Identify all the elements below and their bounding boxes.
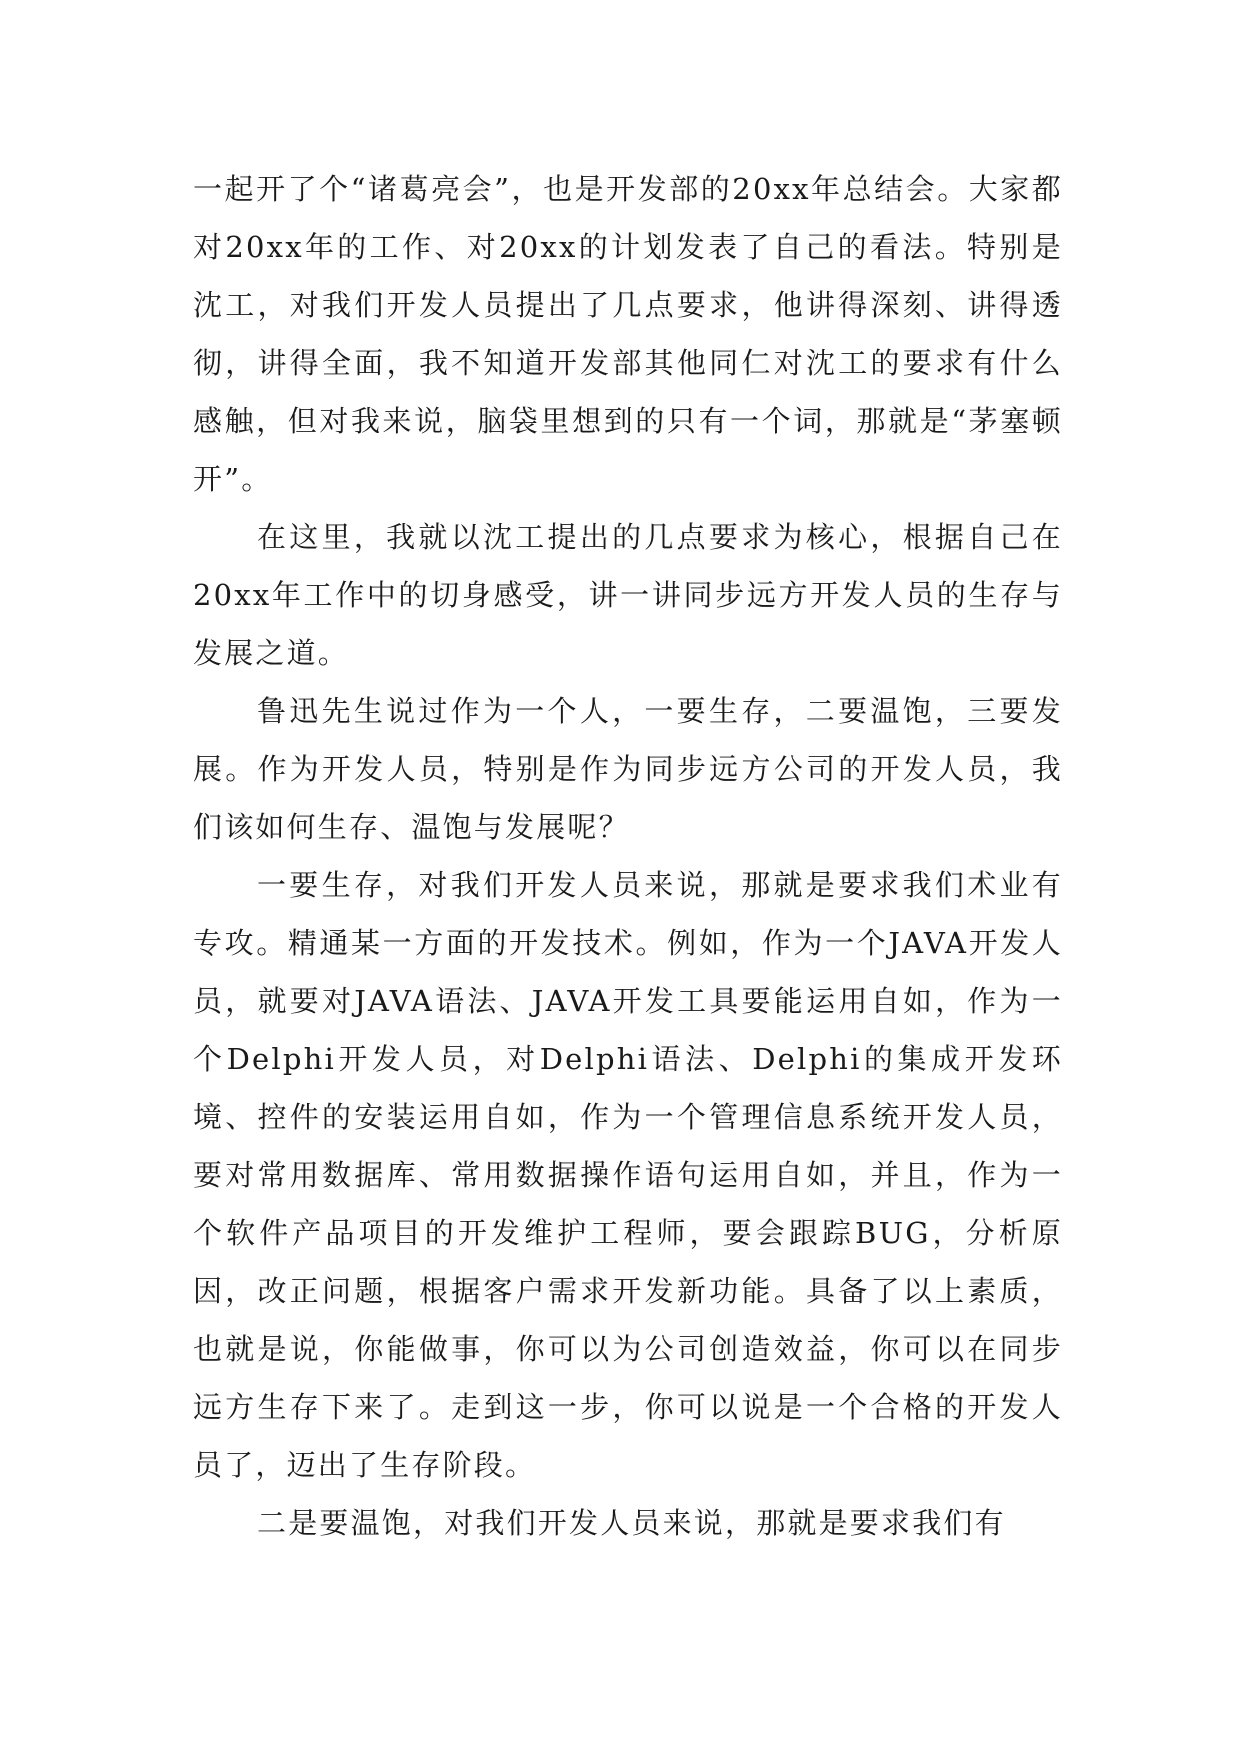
paragraph-4: 一要生存，对我们开发人员来说，那就是要求我们术业有专攻。精通某一方面的开发技术。例如，作为一个JAVA开发人员，就要对JAVA语法、JAVA开发工具要能运用自如，作为一个Delphi开发人员，对Delphi语法、Delphi的集成开发环境、控件的安装运用自如，作为一个管理信息系统开发人员，要对常用数据库、常用数据操作语句运用自如，并且，作为一个软件产品项目的开发维护工程师，要会跟踪BUG，分析原因，改正问题，根据客户需求开发新功能。具备了以上素质，也就是说，你能做事，你可以为公司创造效益，你可以在同步远方生存下来了。走到这一步，你可以说是一个合格的开发人员了，迈出了生存阶段。 xyxy=(193,868,1063,1482)
paragraph-3: 鲁迅先生说过作为一个人，一要生存，二要温饱，三要发展。作为开发人员，特别是作为同步远方公司的开发人员，我们该如何生存、温饱与发展呢？ xyxy=(193,694,1063,844)
paragraph-5: 二是要温饱，对我们开发人员来说，那就是要求我们有 xyxy=(257,1506,1006,1540)
paragraph-2: 在这里，我就以沈工提出的几点要求为核心，根据自己在20xx年工作中的切身感受，讲一讲同步远方开发人员的生存与发展之道。 xyxy=(193,520,1063,670)
paragraph-1: 一起开了个“诸葛亮会”，也是开发部的20xx年总结会。大家都对20xx年的工作、对20xx的计划发表了自己的看法。特别是沈工，对我们开发人员提出了几点要求，他讲得深刻、讲得透彻，讲得全面，我不知道开发部其他同仁对沈工的要求有什么感触，但对我来说，脑袋里想到的只有一个词，那就是“茅塞顿开”。 xyxy=(193,172,1063,496)
document-body xyxy=(193,160,1063,1552)
